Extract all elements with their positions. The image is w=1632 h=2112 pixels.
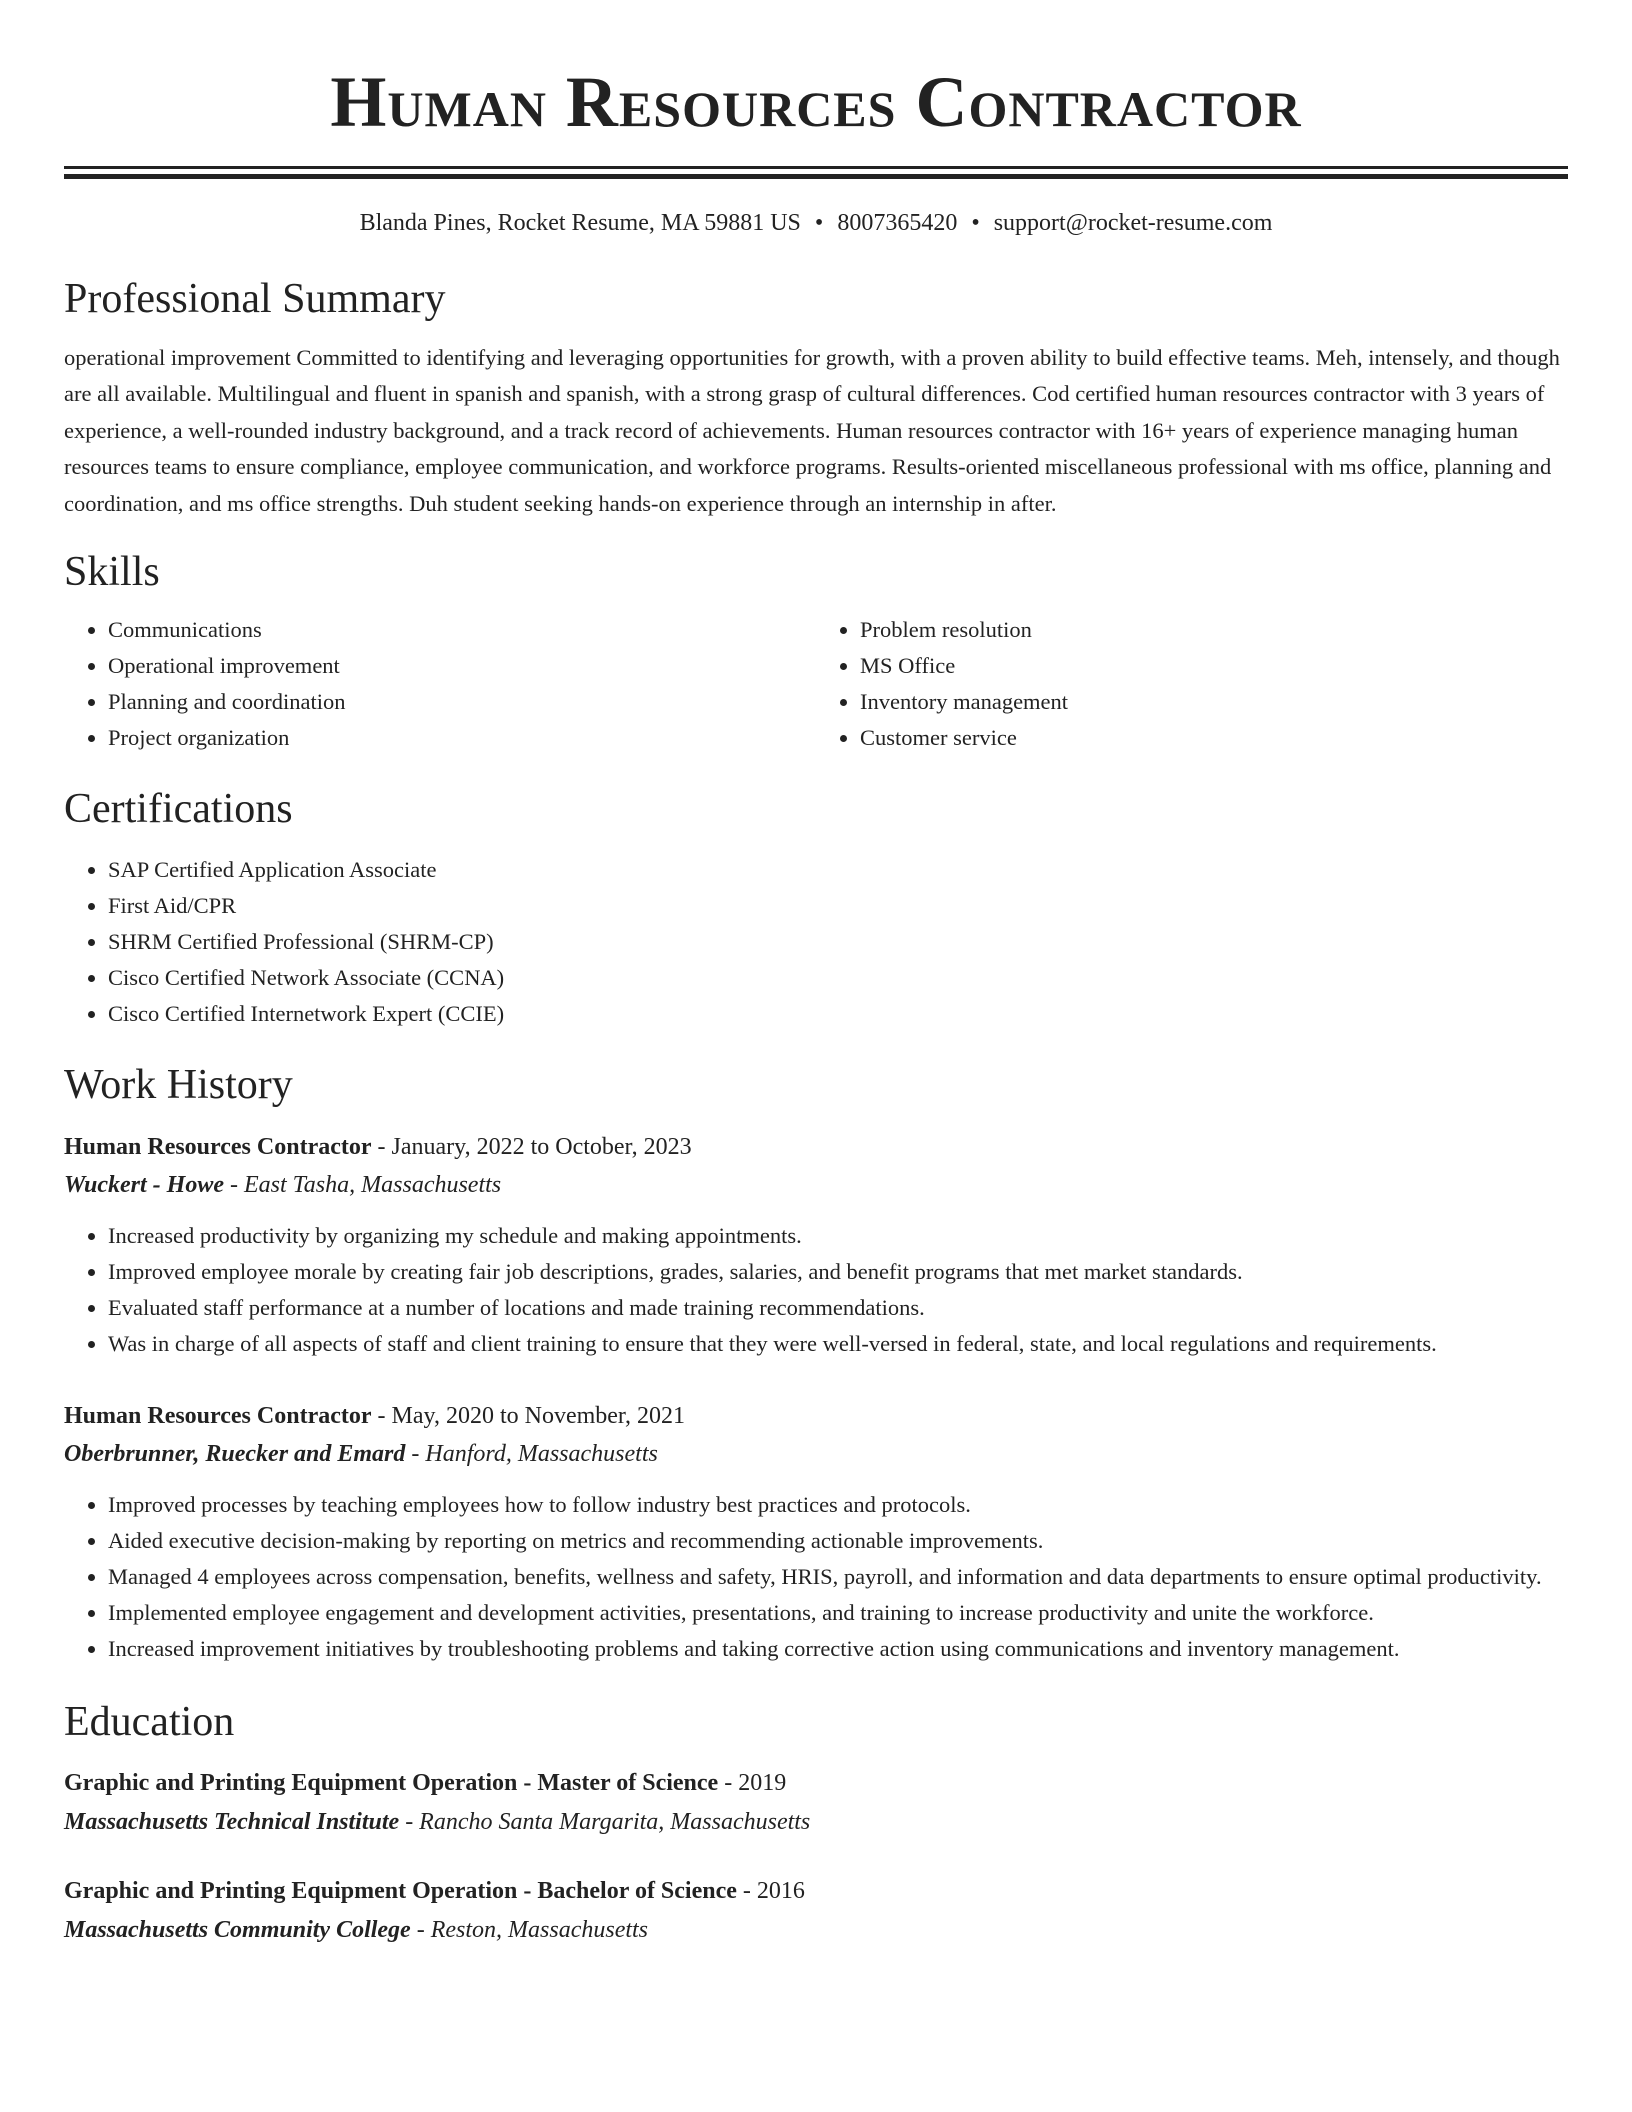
header-divider [64, 166, 1568, 169]
job-employer [64, 1166, 1568, 1204]
education-school-line [64, 1803, 1568, 1841]
skill-item: • Problem resolution [860, 612, 1568, 648]
job-bullet: • Improved employee morale by creating fair job descriptions, grades, salaries, and benefit programs that met market standards. [108, 1254, 1568, 1290]
job-bullet: • Increased improvement initiatives by troubleshooting problems and taking corrective action using communications and inventory management. [108, 1631, 1568, 1667]
skill-item: • Customer service [860, 720, 1568, 756]
contact-phone: 8007365420 [837, 210, 958, 236]
education-year: - 2019 [718, 1770, 787, 1797]
skill-item: • Project organization [108, 720, 816, 756]
skills-heading: Skills [64, 549, 160, 596]
job-dates: - May, 2020 to November, 2021 [371, 1403, 685, 1430]
education-heading: Education [64, 1699, 235, 1746]
certification-item: • Cisco Certified Internetwork Expert (CCIE) [108, 996, 1568, 1032]
certifications-list [64, 852, 1568, 1032]
job-bullets [64, 1487, 1568, 1667]
education-degree: Graphic and Printing Equipment Operation - Master of Science [64, 1770, 719, 1797]
education-degree-line [64, 1763, 1568, 1803]
contact-address: Blanda Pines, Rocket Resume, MA 59881 US [359, 210, 801, 236]
contact-separator: • [814, 210, 824, 236]
job-entry [64, 1397, 1568, 1667]
education-degree: Graphic and Printing Equipment Operation - Bachelor of Science [64, 1878, 737, 1905]
job-bullet: • Was in charge of all aspects of staff and client training to ensure that they were well-versed in federal, state, and local regulations and requirements. [108, 1326, 1568, 1362]
job-dates: - January, 2022 to October, 2023 [371, 1134, 692, 1161]
education-location: - Rancho Santa Margarita, Massachusetts [399, 1809, 811, 1836]
education-entry [64, 1763, 1568, 1841]
contact-email: support@rocket-resume.com [993, 210, 1273, 236]
skills-list [64, 612, 1568, 756]
certification-item: • SAP Certified Application Associate [108, 852, 1568, 888]
skill-item: • Inventory management [860, 684, 1568, 720]
contact-line [64, 207, 1568, 239]
certification-item: • SHRM Certified Professional (SHRM-CP) [108, 924, 1568, 960]
job-title: Human Resources Contractor [64, 1134, 372, 1161]
job-company: Wuckert - Howe [64, 1172, 224, 1199]
education-year: - 2016 [736, 1878, 805, 1905]
education-location: - Reston, Massachusetts [410, 1917, 649, 1944]
job-header [64, 1397, 1568, 1435]
skill-item: • Operational improvement [108, 648, 816, 684]
job-bullet: • Managed 4 employees across compensation, benefits, wellness and safety, HRIS, payroll, and information and data departments to ensure optimal productivity. [108, 1559, 1568, 1595]
job-employer [64, 1435, 1568, 1473]
skills-column-right [816, 612, 1568, 756]
skill-item: • Planning and coordination [108, 684, 816, 720]
job-entry [64, 1128, 1568, 1362]
job-location: - Hanford, Massachusetts [405, 1441, 658, 1468]
job-bullet: • Aided executive decision-making by reporting on metrics and recommending actionable improvements. [108, 1523, 1568, 1559]
job-title: Human Resources Contractor [64, 1403, 372, 1430]
job-bullet: • Improved processes by teaching employees how to follow industry best practices and protocols. [108, 1487, 1568, 1523]
certifications-heading: Certifications [64, 786, 293, 833]
skills-column-left [64, 612, 816, 756]
education-school-line [64, 1911, 1568, 1949]
skill-item: • MS Office [860, 648, 1568, 684]
job-bullet: • Increased productivity by organizing my schedule and making appointments. [108, 1218, 1568, 1254]
job-company: Oberbrunner, Ruecker and Emard [64, 1441, 406, 1468]
job-header [64, 1128, 1568, 1166]
certification-item: • Cisco Certified Network Associate (CCNA) [108, 960, 1568, 996]
job-bullets [64, 1218, 1568, 1362]
education-degree-line [64, 1871, 1568, 1911]
contact-separator: • [971, 210, 980, 236]
job-bullet: • Evaluated staff performance at a number of locations and made training recommendations. [108, 1290, 1568, 1326]
skill-item: • Communications [108, 612, 816, 648]
summary-heading: Professional Summary [64, 276, 446, 322]
job-bullet: • Implemented employee engagement and development activities, presentations, and training to increase productivity and unite the workforce. [108, 1595, 1568, 1631]
job-location: - East Tasha, Massachusetts [224, 1172, 502, 1199]
education-school: Massachusetts Technical Institute [64, 1809, 400, 1836]
education-school: Massachusetts Community College [64, 1917, 411, 1944]
education-entry [64, 1871, 1568, 1949]
summary-text: operational improvement Committed to identifying and leveraging opportunities for growth, with a proven ability to build effective teams. Meh, intensely, and though are all available. Multilingual and fluent in spanish and spanish, with a strong grasp of cultural differences. Cod certified human resources contractor with 3 years of experience, a well-rounded industry background, and a track record of achievements. Human resources contractor with 16+ years of experience managing human resources teams to ensure compliance, employee communication, and workforce programs. Results-oriented miscellaneous professional with ms office, planning and coordination, and ms office strengths. Duh student seeking hands-on experience through an internship in after. [64, 345, 1560, 516]
resume-name: Human Resources Contractor [330, 62, 1302, 142]
certification-item: • First Aid/CPR [108, 888, 1568, 924]
work-history-heading: Work History [64, 1062, 293, 1109]
